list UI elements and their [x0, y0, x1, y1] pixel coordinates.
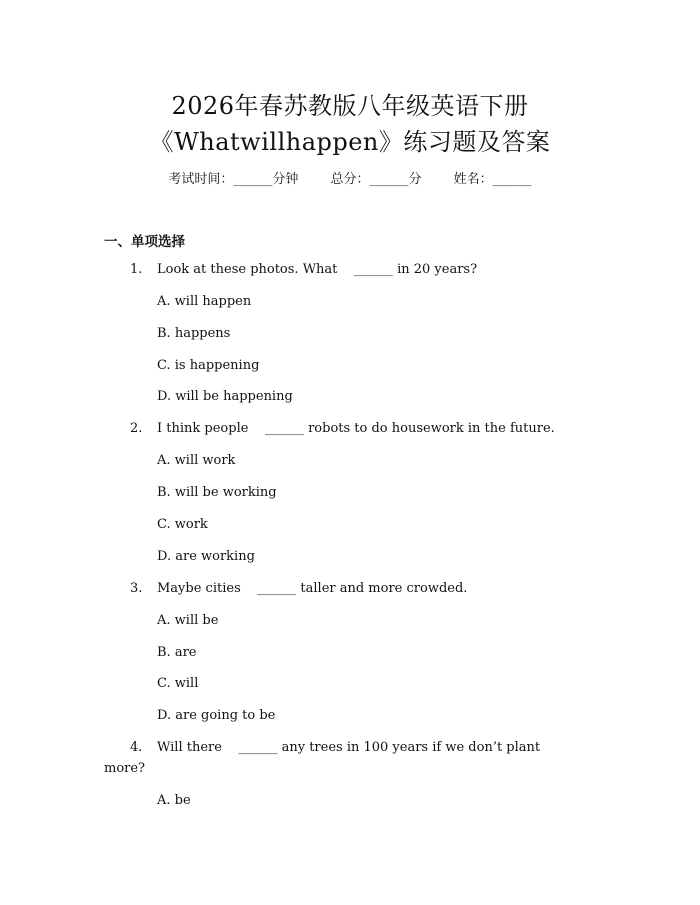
section-title: 一、单项选择	[104, 234, 185, 250]
question-number: 4.	[130, 740, 143, 755]
option: C. work	[157, 517, 208, 532]
option: A. will be	[157, 613, 219, 628]
document-title-line1: 2026年春苏教版八年级英语下册	[171, 92, 529, 120]
question-3	[130, 581, 467, 596]
exam-name: 姓名：______	[453, 172, 532, 187]
document-title-line2: 《Whatwillhappen》练习题及答案	[149, 128, 551, 156]
option: D. will be happening	[157, 389, 293, 404]
option: C. is happening	[157, 358, 260, 373]
option: B. happens	[157, 326, 231, 341]
option: B. will be working	[157, 485, 277, 500]
option: C. will	[157, 676, 199, 691]
option: A. be	[157, 793, 191, 808]
option: D. are working	[157, 549, 255, 564]
option: A. will work	[157, 453, 236, 468]
option: D. are going to be	[157, 708, 276, 723]
question-text: Maybe cities ______ taller and more crowded.	[157, 581, 468, 596]
question-number: 1.	[130, 262, 143, 277]
question-text: I think people ______ robots to do housework in the future.	[157, 421, 555, 436]
question-text: Look at these photos. What ______ in 20 years?	[157, 262, 478, 277]
exam-time: 考试时间：______分钟	[168, 172, 299, 187]
option: B. are	[157, 645, 197, 660]
exam-info-line	[0, 168, 700, 187]
question-2	[130, 421, 555, 436]
option: A. will happen	[157, 294, 252, 309]
question-1	[130, 262, 477, 277]
question-text: Will there ______ any trees in 100 years if we don’t plant	[157, 740, 541, 755]
question-number: 3.	[130, 581, 143, 596]
question-4	[130, 740, 540, 755]
exam-score: 总分：______分	[330, 172, 422, 187]
question-text-continued: more?	[104, 761, 146, 776]
question-number: 2.	[130, 421, 143, 436]
